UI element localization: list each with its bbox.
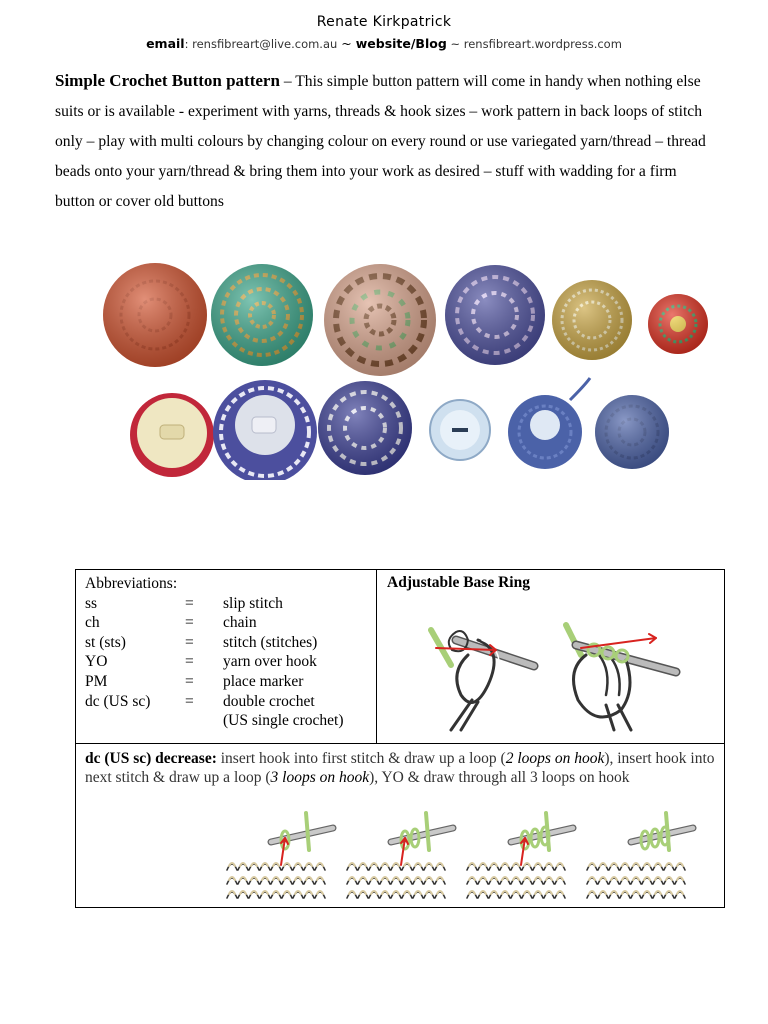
intro-paragraph	[55, 66, 715, 217]
decrease-instructions: dc (US sc) decrease: insert hook into first stitch & draw up a loop (2 loops on hook), insert hook into next stitch & draw up a loop (3 loops on hook), YO & draw through all 3 loops on hook	[85, 750, 715, 786]
abbr-row: PM = place marker	[85, 672, 304, 690]
button-cover-blue-white	[213, 380, 317, 480]
adjustable-ring-illustration	[416, 610, 696, 732]
button-tomato-green	[648, 294, 708, 354]
abbr-row: ss = slip stitch	[85, 594, 283, 612]
pattern-info-table	[75, 569, 725, 908]
button-cover-blue	[508, 378, 590, 469]
button-gold-metallic	[552, 280, 632, 360]
email-label: email	[146, 36, 185, 51]
abbreviations-heading: Abbreviations:	[85, 575, 178, 592]
button-orange	[103, 263, 207, 367]
separator: ~	[337, 36, 356, 51]
decrease-illustration	[221, 810, 701, 902]
button-peach-brown	[324, 264, 436, 376]
decrease-step-1	[227, 813, 333, 898]
abbr-row: YO = yarn over hook	[85, 653, 317, 671]
button-blue	[595, 395, 669, 469]
title-dash: –	[279, 73, 296, 90]
pattern-title: Simple Crochet Button pattern	[55, 71, 280, 90]
decrease-step-2	[347, 813, 453, 898]
abbreviations-cell	[85, 574, 375, 731]
button-blue-white-swirl	[318, 381, 412, 475]
decrease-heading: dc (US sc) decrease:	[85, 750, 217, 767]
button-pale-blue	[430, 400, 490, 460]
abbr-row: (US single crochet)	[223, 712, 344, 730]
abbr-row: st (sts) = stitch (stitches)	[85, 633, 318, 651]
website-url[interactable]: ~ rensfibreart.wordpress.com	[446, 37, 622, 51]
author-name: Renate Kirkpatrick	[316, 14, 452, 30]
base-ring-heading: Adjustable Base Ring	[387, 574, 530, 591]
decrease-step-3	[467, 813, 573, 898]
button-cover-red	[130, 393, 214, 477]
button-blue-variegated	[445, 265, 545, 365]
intro-text: This simple button pattern will come in handy when nothing else suits or is available - experiment with yarns, threads & hook sizes – work pattern in back loops of stitch only – play with multi colours by changing colour on every round or use variegated yarn/thread – thread beads onto your yarn/thread & bring them into your work as desired – stuff with wadding for a firm button or cover old buttons	[55, 73, 706, 210]
decrease-step-4	[587, 813, 693, 898]
abbr-row: ch = chain	[85, 614, 257, 632]
crochet-buttons-photo	[100, 260, 720, 480]
button-teal-gold	[211, 264, 313, 366]
website-label: website/Blog	[355, 36, 447, 51]
email-address[interactable]: : rensfibreart@live.com.au	[184, 37, 338, 51]
abbr-row: dc (US sc) = double crochet	[85, 692, 315, 710]
contact-line	[0, 36, 768, 51]
